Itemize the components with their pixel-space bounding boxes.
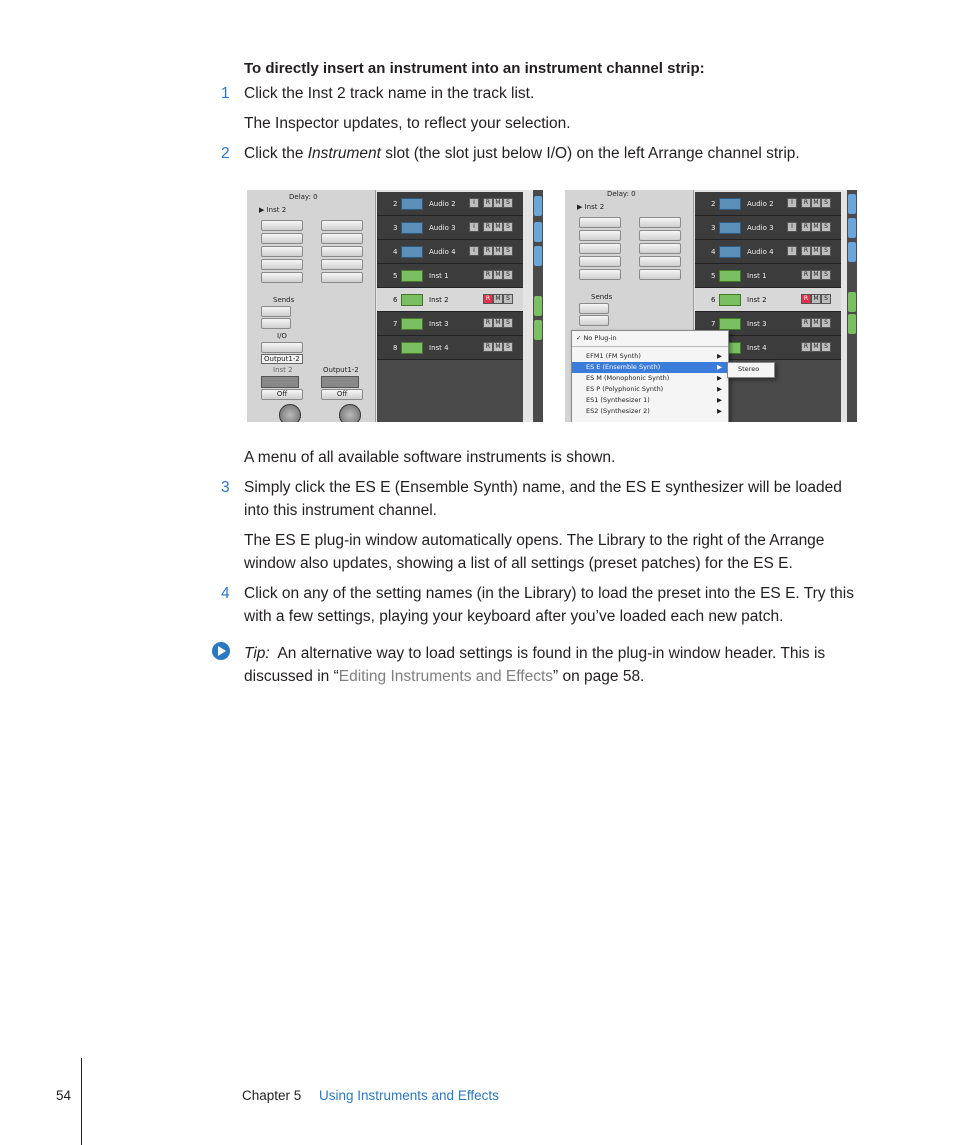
page-number: 54: [56, 1088, 72, 1103]
track-row[interactable]: 4 Audio 4 I R M S: [377, 240, 523, 264]
tip-arrow-icon: [212, 642, 230, 660]
menu-item-efm1[interactable]: EFM1 (FM Synth) ▶: [586, 352, 722, 360]
track-row[interactable]: 7 Inst 3 R M S: [377, 312, 523, 336]
footer-divider: [81, 1058, 82, 1145]
step-number-1: 1: [221, 85, 230, 102]
track-row[interactable]: 3 Audio 3 I R M S: [695, 216, 841, 240]
step-1-text: Click the Inst 2 track name in the track list.: [244, 85, 535, 102]
plugin-menu: [571, 330, 729, 422]
footer-chapter-title[interactable]: Using Instruments and Effects: [319, 1088, 499, 1103]
step-number-4: 4: [221, 585, 230, 602]
track-row[interactable]: Inst 4 R M S: [695, 336, 841, 360]
channel-strip: Delay: 0 ▶ Inst 2 Sends I/O Output1-2 Output1-2 Inst 2 Off Off: [247, 190, 376, 422]
menu-shown-note: A menu of all available software instruments is shown.: [244, 449, 616, 466]
inspector-note: The Inspector updates, to reflect your selection.: [244, 115, 571, 132]
menu-item-es2[interactable]: ES2 (Synthesizer 2) ▶: [586, 407, 722, 415]
track-row[interactable]: 2 Audio 2 I R M S: [695, 192, 841, 216]
track-row[interactable]: 7 Inst 3 R M S: [695, 312, 841, 336]
track-row[interactable]: 6 Inst 2 R M S: [377, 288, 523, 312]
step-number-3: 3: [221, 479, 230, 496]
track-row[interactable]: 8 Inst 4 R M S: [377, 336, 523, 360]
step-number-2: 2: [221, 145, 230, 162]
step-4-text: Click on any of the setting names (in the Library) to load the preset into the ES E. Try this with a few settings, playing your keyboard after you’ve loaded each new patch.: [244, 585, 854, 625]
menu-item-es1[interactable]: ES1 (Synthesizer 1) ▶: [586, 396, 722, 404]
procedure-heading: To directly insert an instrument into an instrument channel strip:: [244, 60, 705, 77]
tip-text: Tip: An alternative way to load settings is found in the plug-in window header. This is discussed in “Editing Instruments and Effects” on page 58.: [244, 645, 826, 685]
track-row[interactable]: 6 Inst 2 R M S: [695, 288, 841, 312]
screenshot-left: [247, 190, 543, 422]
track-row[interactable]: 5 Inst 1 R M S: [377, 264, 523, 288]
step-3-text: Simply click the ES E (Ensemble Synth) name, and the ES E synthesizer will be loaded into this instrument channel.: [244, 479, 842, 519]
screenshot-right: [565, 190, 857, 422]
track-row[interactable]: 2 Audio 2 I R M S: [377, 192, 523, 216]
track-row[interactable]: 5 Inst 1 R M S: [695, 264, 841, 288]
plugin-opens-note: The ES E plug-in window automatically opens. The Library to the right of the Arrange window also updates, showing a list of all settings (preset patches) for the ES E.: [244, 532, 825, 572]
editing-instruments-link[interactable]: Editing Instruments and Effects: [338, 668, 554, 685]
channel-strip: Delay: 0 ▶ Inst 2 Sends: [565, 190, 694, 422]
stereo-submenu[interactable]: Stereo: [727, 362, 775, 378]
menu-item-es-m[interactable]: ES M (Monophonic Synth) ▶: [586, 374, 722, 382]
footer-chapter: Chapter 5: [242, 1088, 302, 1103]
track-row[interactable]: 4 Audio 4 I R M S: [695, 240, 841, 264]
menu-item-es-e[interactable]: ES E (Ensemble Synth) ▶: [572, 362, 728, 373]
step-2-text: Click the Instrument slot (the slot just below I/O) on the left Arrange channel strip.: [244, 145, 800, 162]
instrument-emphasis: Instrument: [307, 145, 381, 162]
track-row[interactable]: 3 Audio 3 I R M S: [377, 216, 523, 240]
menu-item-no-plugin[interactable]: ✓ No Plug-in: [576, 334, 617, 342]
menu-item-es-p[interactable]: ES P (Polyphonic Synth) ▶: [586, 385, 722, 393]
